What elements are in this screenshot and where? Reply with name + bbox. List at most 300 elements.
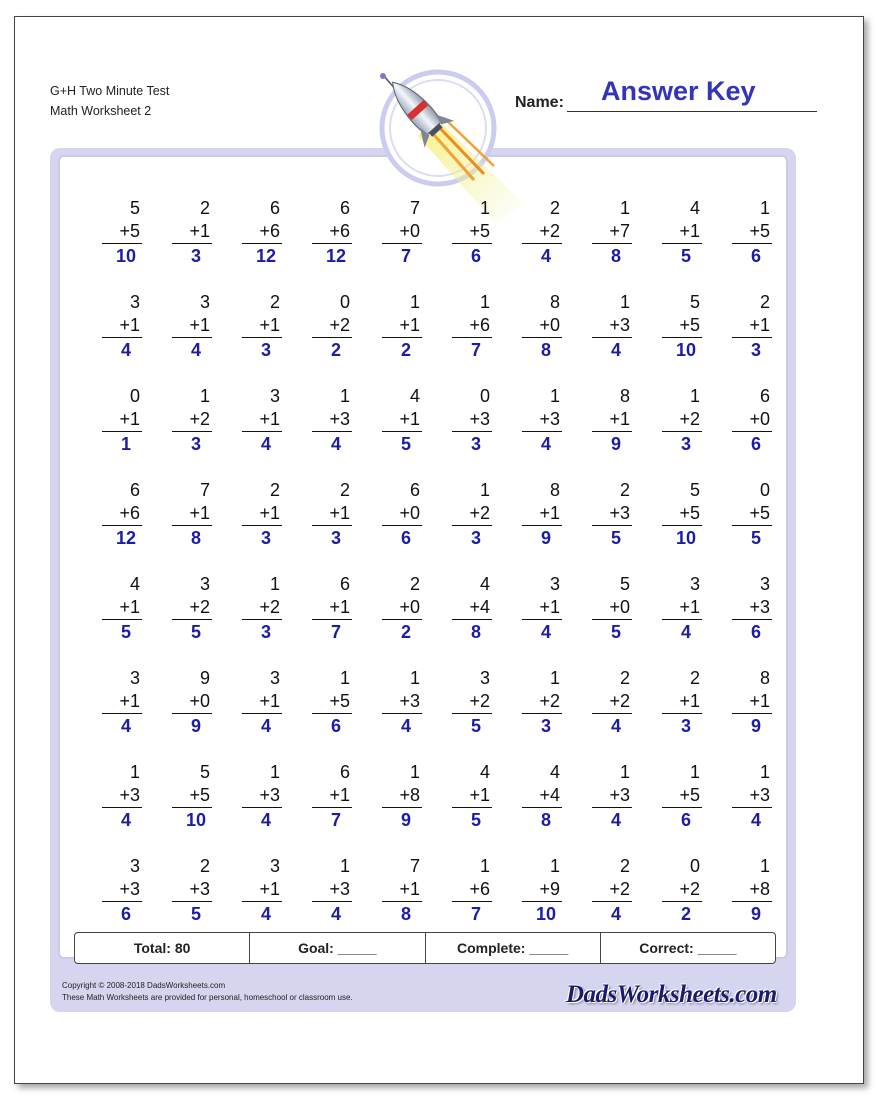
copyright-notice [62, 980, 353, 1004]
problem-answer: 4 [330, 434, 341, 454]
problem-top-number: 2 [409, 574, 420, 594]
problem-6-1 [102, 667, 142, 738]
problem-top-number: 3 [269, 856, 280, 876]
problem-addend: +0 [382, 502, 422, 526]
problem-addend: +2 [452, 502, 492, 526]
problem-answer: 6 [120, 904, 131, 924]
problem-top-number: 2 [689, 668, 700, 688]
problem-6-4 [312, 667, 352, 738]
problem-top-number: 4 [479, 574, 490, 594]
problem-answer: 9 [190, 716, 201, 736]
problem-7-6 [452, 761, 492, 832]
problem-answer: 3 [330, 528, 341, 548]
problem-addend: +5 [732, 220, 772, 244]
problem-answer: 2 [400, 340, 411, 360]
problem-top-number: 1 [409, 292, 420, 312]
problem-8-3 [242, 855, 282, 926]
problem-addend: +3 [102, 878, 142, 902]
name-line [567, 111, 817, 112]
problem-2-9 [662, 291, 702, 362]
problem-addend: +3 [592, 314, 632, 338]
problem-top-number: 2 [339, 480, 350, 500]
problem-addend: +9 [522, 878, 562, 902]
problem-addend: +1 [382, 314, 422, 338]
problem-5-5 [382, 573, 422, 644]
problem-8-5 [382, 855, 422, 926]
problem-addend: +3 [382, 690, 422, 714]
problem-top-number: 4 [479, 762, 490, 782]
problem-2-2 [172, 291, 212, 362]
problem-answer: 5 [750, 528, 761, 548]
problem-answer: 4 [190, 340, 201, 360]
problem-addend: +8 [732, 878, 772, 902]
problem-8-2 [172, 855, 212, 926]
problem-answer: 4 [260, 434, 271, 454]
problem-answer: 10 [675, 528, 697, 548]
problem-addend: +6 [452, 314, 492, 338]
problem-answer: 3 [190, 434, 201, 454]
problem-addend: +1 [242, 690, 282, 714]
problem-top-number: 5 [129, 198, 140, 218]
problem-addend: +3 [732, 596, 772, 620]
problem-2-10 [732, 291, 772, 362]
problem-answer: 12 [325, 246, 347, 266]
problem-addend: +1 [452, 784, 492, 808]
name-label: Name: [515, 94, 564, 111]
problem-top-number: 2 [619, 668, 630, 688]
problem-addend: +8 [382, 784, 422, 808]
problem-addend: +1 [172, 314, 212, 338]
problem-answer: 4 [330, 904, 341, 924]
problem-answer: 4 [260, 716, 271, 736]
problem-top-number: 1 [479, 856, 490, 876]
problem-top-number: 1 [269, 574, 280, 594]
problem-answer: 10 [115, 246, 137, 266]
problem-addend: +1 [662, 690, 702, 714]
problem-answer: 7 [470, 904, 481, 924]
problem-top-number: 0 [339, 292, 350, 312]
problem-8-4 [312, 855, 352, 926]
problem-addend: +4 [522, 784, 562, 808]
problem-answer: 9 [610, 434, 621, 454]
problem-addend: +5 [452, 220, 492, 244]
dadsworksheets-logo: DadsWorksheets.com [566, 981, 777, 1008]
problem-answer: 4 [540, 434, 551, 454]
problem-answer: 5 [120, 622, 131, 642]
problem-addend: +5 [662, 314, 702, 338]
problem-1-6 [452, 197, 492, 268]
problem-addend: +1 [102, 314, 142, 338]
problem-answer: 6 [400, 528, 411, 548]
problem-2-6 [452, 291, 492, 362]
problem-addend: +3 [172, 878, 212, 902]
problem-top-number: 2 [269, 292, 280, 312]
problem-top-number: 3 [129, 668, 140, 688]
problem-1-4 [312, 197, 352, 268]
problem-top-number: 6 [759, 386, 770, 406]
problem-addend: +3 [312, 408, 352, 432]
problem-top-number: 1 [479, 480, 490, 500]
problem-top-number: 9 [199, 668, 210, 688]
problem-addend: +2 [312, 314, 352, 338]
problem-top-number: 6 [129, 480, 140, 500]
total-cell: Total: 80 [75, 933, 250, 963]
problem-top-number: 1 [339, 386, 350, 406]
problem-answer: 8 [190, 528, 201, 548]
problem-answer: 6 [680, 810, 691, 830]
problem-1-8 [592, 197, 632, 268]
problem-addend: +6 [102, 502, 142, 526]
problem-answer: 4 [540, 622, 551, 642]
problem-top-number: 1 [479, 198, 490, 218]
problem-top-number: 6 [409, 480, 420, 500]
problem-3-1 [102, 385, 142, 456]
problem-7-4 [312, 761, 352, 832]
problem-answer: 4 [120, 810, 131, 830]
problem-top-number: 1 [759, 856, 770, 876]
problem-answer: 4 [400, 716, 411, 736]
problem-addend: +2 [242, 596, 282, 620]
problem-top-number: 0 [479, 386, 490, 406]
answer-key-text: Answer Key [601, 76, 756, 106]
problem-3-5 [382, 385, 422, 456]
problem-answer: 10 [185, 810, 207, 830]
problem-top-number: 1 [619, 292, 630, 312]
problem-top-number: 1 [619, 198, 630, 218]
problem-addend: +5 [662, 502, 702, 526]
problem-addend: +1 [242, 878, 282, 902]
problem-1-5 [382, 197, 422, 268]
problem-top-number: 6 [339, 762, 350, 782]
problem-addend: +1 [312, 596, 352, 620]
problem-top-number: 4 [129, 574, 140, 594]
problem-addend: +5 [662, 784, 702, 808]
problem-addend: +1 [312, 784, 352, 808]
problem-top-number: 3 [549, 574, 560, 594]
problem-answer: 4 [610, 904, 621, 924]
problem-answer: 7 [470, 340, 481, 360]
problem-4-8 [592, 479, 632, 550]
problem-top-number: 1 [339, 668, 350, 688]
problem-answer: 5 [610, 622, 621, 642]
problem-answer: 8 [540, 340, 551, 360]
problem-top-number: 1 [269, 762, 280, 782]
problem-1-10 [732, 197, 772, 268]
problem-5-7 [522, 573, 562, 644]
complete-cell: Complete: _____ [426, 933, 601, 963]
problem-answer: 12 [115, 528, 137, 548]
problem-answer: 4 [610, 810, 621, 830]
problem-addend: +2 [662, 408, 702, 432]
problem-addend: +1 [172, 220, 212, 244]
problem-5-10 [732, 573, 772, 644]
problem-addend: +2 [592, 878, 632, 902]
problem-addend: +0 [522, 314, 562, 338]
problem-4-4 [312, 479, 352, 550]
problem-top-number: 1 [549, 856, 560, 876]
name-field[interactable] [515, 76, 817, 114]
problem-answer: 3 [470, 528, 481, 548]
problem-addend: +3 [732, 784, 772, 808]
problem-answer: 4 [750, 810, 761, 830]
problem-answer: 3 [260, 340, 271, 360]
problem-addend: +1 [242, 502, 282, 526]
problem-top-number: 1 [619, 762, 630, 782]
problem-top-number: 2 [549, 198, 560, 218]
problem-addend: +1 [102, 690, 142, 714]
problem-5-8 [592, 573, 632, 644]
problem-6-2 [172, 667, 212, 738]
problem-addend: +5 [172, 784, 212, 808]
problem-4-7 [522, 479, 562, 550]
problem-addend: +1 [102, 408, 142, 432]
problem-addend: +1 [172, 502, 212, 526]
problem-5-4 [312, 573, 352, 644]
problem-answer: 4 [260, 810, 271, 830]
problem-top-number: 5 [689, 292, 700, 312]
problem-2-7 [522, 291, 562, 362]
copyright-line-2: These Math Worksheets are provided for personal, homeschool or classroom use. [62, 993, 353, 1002]
problems-panel [58, 155, 788, 959]
problem-addend: +2 [172, 596, 212, 620]
problem-answer: 1 [120, 434, 131, 454]
problem-top-number: 5 [619, 574, 630, 594]
problem-answer: 2 [400, 622, 411, 642]
problem-addend: +6 [452, 878, 492, 902]
problem-8-9 [662, 855, 702, 926]
problem-8-6 [452, 855, 492, 926]
problem-3-9 [662, 385, 702, 456]
problem-addend: +3 [102, 784, 142, 808]
problem-1-2 [172, 197, 212, 268]
problem-top-number: 6 [339, 198, 350, 218]
problem-addend: +1 [522, 502, 562, 526]
problem-addend: +2 [452, 690, 492, 714]
problem-top-number: 3 [689, 574, 700, 594]
problem-answer: 4 [260, 904, 271, 924]
problem-2-4 [312, 291, 352, 362]
problem-2-8 [592, 291, 632, 362]
problem-7-5 [382, 761, 422, 832]
problem-answer: 3 [680, 716, 691, 736]
problem-answer: 6 [750, 434, 761, 454]
problem-top-number: 3 [479, 668, 490, 688]
problem-2-5 [382, 291, 422, 362]
problem-addend: +3 [242, 784, 282, 808]
problem-answer: 3 [260, 622, 271, 642]
problem-top-number: 5 [689, 480, 700, 500]
problem-answer: 8 [470, 622, 481, 642]
problem-addend: +1 [662, 596, 702, 620]
problem-top-number: 3 [199, 574, 210, 594]
problem-answer: 5 [680, 246, 691, 266]
problem-addend: +2 [592, 690, 632, 714]
problem-top-number: 8 [759, 668, 770, 688]
problem-answer: 6 [750, 622, 761, 642]
problem-top-number: 1 [409, 762, 420, 782]
problem-top-number: 2 [199, 856, 210, 876]
problem-addend: +1 [242, 314, 282, 338]
problem-answer: 5 [190, 622, 201, 642]
problem-top-number: 0 [129, 386, 140, 406]
problem-addend: +1 [662, 220, 702, 244]
problem-top-number: 1 [129, 762, 140, 782]
problem-top-number: 3 [269, 668, 280, 688]
problem-5-1 [102, 573, 142, 644]
problem-7-1 [102, 761, 142, 832]
problem-addend: +5 [102, 220, 142, 244]
problem-answer: 8 [540, 810, 551, 830]
problem-answer: 3 [190, 246, 201, 266]
problem-addend: +3 [312, 878, 352, 902]
problem-addend: +0 [172, 690, 212, 714]
problem-top-number: 6 [339, 574, 350, 594]
problem-7-8 [592, 761, 632, 832]
problem-addend: +0 [382, 220, 422, 244]
problem-addend: +0 [732, 408, 772, 432]
problem-top-number: 1 [199, 386, 210, 406]
problem-answer: 2 [330, 340, 341, 360]
copyright-line-1: Copyright © 2008-2018 DadsWorksheets.com [62, 981, 226, 990]
problem-6-7 [522, 667, 562, 738]
problem-8-7 [522, 855, 562, 926]
problem-answer: 4 [120, 340, 131, 360]
problem-addend: +5 [732, 502, 772, 526]
problem-8-10 [732, 855, 772, 926]
problem-3-7 [522, 385, 562, 456]
problem-addend: +3 [452, 408, 492, 432]
problem-top-number: 5 [199, 762, 210, 782]
problem-answer: 6 [470, 246, 481, 266]
problem-addend: +2 [662, 878, 702, 902]
problem-addend: +1 [592, 408, 632, 432]
goal-cell: Goal: _____ [250, 933, 425, 963]
problem-5-3 [242, 573, 282, 644]
problem-5-9 [662, 573, 702, 644]
problem-answer: 12 [255, 246, 277, 266]
problem-answer: 3 [260, 528, 271, 548]
problem-addend: +1 [382, 878, 422, 902]
problem-4-6 [452, 479, 492, 550]
problem-top-number: 1 [759, 762, 770, 782]
problem-4-9 [662, 479, 702, 550]
problem-3-8 [592, 385, 632, 456]
problem-answer: 9 [400, 810, 411, 830]
problem-8-8 [592, 855, 632, 926]
problem-addend: +3 [522, 408, 562, 432]
problem-6-6 [452, 667, 492, 738]
problem-7-10 [732, 761, 772, 832]
problem-top-number: 1 [479, 292, 490, 312]
problem-top-number: 7 [409, 856, 420, 876]
problem-top-number: 6 [269, 198, 280, 218]
problem-answer: 8 [400, 904, 411, 924]
problem-addend: +1 [522, 596, 562, 620]
problem-addend: +0 [382, 596, 422, 620]
problem-1-7 [522, 197, 562, 268]
correct-cell: Correct: _____ [639, 940, 737, 956]
problem-answer: 4 [610, 340, 621, 360]
problem-answer: 6 [330, 716, 341, 736]
problem-answer: 7 [400, 246, 411, 266]
worksheet-title [50, 81, 169, 121]
problem-answer: 7 [330, 622, 341, 642]
problem-top-number: 1 [339, 856, 350, 876]
problem-5-2 [172, 573, 212, 644]
problem-addend: +5 [312, 690, 352, 714]
problem-top-number: 3 [129, 292, 140, 312]
problem-addend: +0 [592, 596, 632, 620]
problem-7-7 [522, 761, 562, 832]
problem-answer: 3 [680, 434, 691, 454]
problem-answer: 4 [540, 246, 551, 266]
problem-answer: 9 [750, 716, 761, 736]
problem-top-number: 3 [759, 574, 770, 594]
problem-4-1 [102, 479, 142, 550]
title-line-1: G+H Two Minute Test [50, 84, 170, 98]
problem-top-number: 7 [199, 480, 210, 500]
problem-top-number: 1 [409, 668, 420, 688]
problem-answer: 3 [470, 434, 481, 454]
problem-6-3 [242, 667, 282, 738]
problem-7-9 [662, 761, 702, 832]
problem-answer: 4 [610, 716, 621, 736]
problem-top-number: 2 [269, 480, 280, 500]
problem-top-number: 7 [409, 198, 420, 218]
problem-top-number: 2 [199, 198, 210, 218]
problem-top-number: 1 [689, 386, 700, 406]
problem-addend: +2 [522, 690, 562, 714]
problem-4-5 [382, 479, 422, 550]
problem-addend: +2 [522, 220, 562, 244]
problem-addend: +2 [172, 408, 212, 432]
problem-answer: 8 [610, 246, 621, 266]
problem-addend: +1 [382, 408, 422, 432]
problem-top-number: 0 [689, 856, 700, 876]
problem-answer: 9 [750, 904, 761, 924]
problem-4-10 [732, 479, 772, 550]
problem-answer: 6 [750, 246, 761, 266]
problem-addend: +7 [592, 220, 632, 244]
problem-3-2 [172, 385, 212, 456]
problem-top-number: 3 [129, 856, 140, 876]
problem-7-2 [172, 761, 212, 832]
problem-8-1 [102, 855, 142, 926]
problem-addend: +6 [242, 220, 282, 244]
problem-addend: +6 [312, 220, 352, 244]
problem-top-number: 4 [549, 762, 560, 782]
problem-addend: +1 [102, 596, 142, 620]
problem-3-10 [732, 385, 772, 456]
problem-addend: +3 [592, 502, 632, 526]
problem-answer: 3 [540, 716, 551, 736]
problem-answer: 5 [470, 716, 481, 736]
problem-3-4 [312, 385, 352, 456]
problem-addend: +1 [732, 314, 772, 338]
problem-5-6 [452, 573, 492, 644]
problem-6-9 [662, 667, 702, 738]
problem-top-number: 1 [689, 762, 700, 782]
problem-answer: 5 [610, 528, 621, 548]
title-line-2: Math Worksheet 2 [50, 104, 152, 118]
problem-addend: +1 [732, 690, 772, 714]
problem-addend: +4 [452, 596, 492, 620]
problem-top-number: 2 [619, 856, 630, 876]
problem-2-1 [102, 291, 142, 362]
problem-answer: 5 [400, 434, 411, 454]
problem-4-3 [242, 479, 282, 550]
problem-answer: 4 [680, 622, 691, 642]
